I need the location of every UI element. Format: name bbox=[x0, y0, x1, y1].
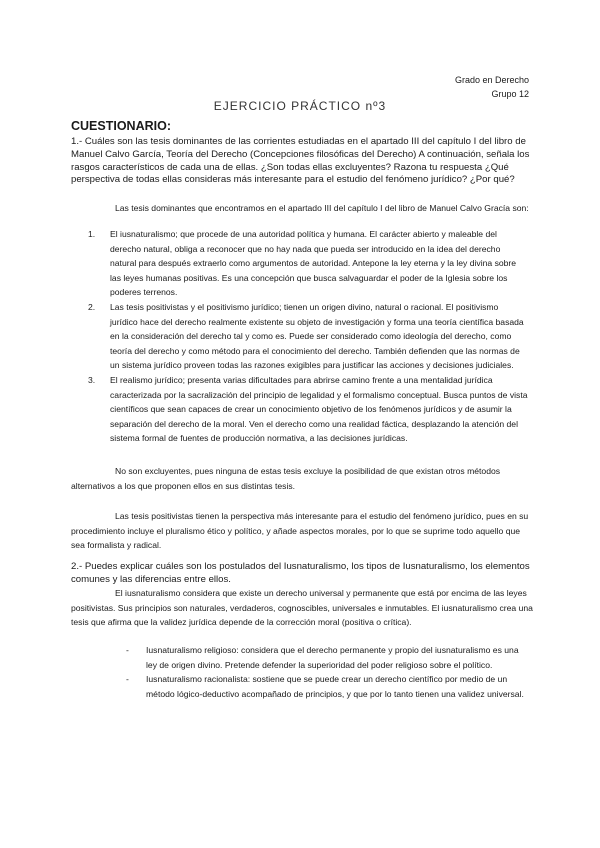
item-text: El iusnaturalismo; que procede de una autoridad política y humana. El carácter abierto y maleable del derecho natural, obliga a reconocer que no hay nada que pueda ser introducido en la idea del derecho natural para después extraerlo como argumentos de autoridad. Antepone la ley eterna y la ley divina sobre las leyes humanas positivas. Es una concepción que busca salvaguardar el poder de la Iglesia sobre los poderes terrenos. bbox=[110, 229, 517, 298]
section-heading: CUESTIONARIO: bbox=[71, 119, 171, 133]
item-text: Iusnaturalismo racionalista: sostiene que se puede crear un derecho científico por medio de un método lógico-deductivo acompañado de principios, y que por lo tanto tienen una validez universal. bbox=[146, 674, 524, 699]
list-item bbox=[126, 643, 526, 672]
header-info bbox=[455, 73, 529, 101]
q1-intro bbox=[71, 201, 533, 216]
item-number: 1. bbox=[88, 229, 96, 239]
exercise-title: EJERCICIO PRÁCTICO nº3 bbox=[213, 99, 387, 113]
tesis-list bbox=[88, 227, 528, 446]
item-number: 3. bbox=[88, 374, 96, 385]
item-text: Las tesis positivistas y el positivismo jurídico; tienen un origen divino, natural o racional. El positivismo jurídico hace del derecho realmente existente su objeto de investigación y forma una teoría científica basada en la consideración del derecho tal y como es. Puede ser considerado como ideología del derecho, como teoría del derecho y como método para el conocimiento del derecho. También defienden que las normas de un sistema jurídico proveen todas las razones exigibles para justificar las acciones y decisiones judiciales. bbox=[110, 301, 524, 371]
list-item bbox=[88, 227, 528, 300]
para-perspectiva-text: Las tesis positivistas tienen la perspectiva más interesante para el estudio del fenómeno jurídico, pues en su procedimiento incluye el pluralismo ético y político, y añade aspectos morales, por lo que se suprime todo aquello que sea formalista y radical. bbox=[71, 511, 529, 551]
iusnaturalismo-types-list bbox=[126, 643, 526, 701]
list-item bbox=[88, 300, 528, 373]
header-group: Grupo 12 bbox=[491, 89, 529, 99]
q2-para-text: El iusnaturalismo considera que existe un derecho universal y permanente que está por encima de las leyes positivistas. Sus principios son naturales, verdaderos, cognoscibles, universales e inmutables. El iusnaturalismo crea una tesis que afirma que la validez jurídica depende de la corrección moral (positiva o crítica). bbox=[71, 588, 533, 628]
item-dash: - bbox=[126, 674, 129, 685]
para-excluyentes-text: No son excluyentes, pues ninguna de estas tesis excluye la posibilidad de que existan otros métodos alternativos a los que proponen ellos en sus distintas tesis. bbox=[71, 466, 501, 491]
para-excluyentes bbox=[71, 464, 533, 493]
question-2: 2.- Puedes explicar cuáles son los postulados del Iusnaturalismo, los tipos de Iusnaturalismo, los elementos comunes y las diferencias entre ellos. bbox=[71, 561, 530, 585]
item-dash: - bbox=[126, 645, 129, 655]
header-degree: Grado en Derecho bbox=[454, 75, 529, 85]
question-1: 1.- Cuáles son las tesis dominantes de las corrientes estudiadas en el apartado III del capítulo I del libro de Manuel Calvo García, Teoría del Derecho (Concepciones filosóficas del Derecho) A continuación, señala los rasgos característicos de cada una de ellas. ¿Son todas ellas excluyentes? Razona tu respuesta ¿Qué perspectiva de todas ellas consideras más interesante para el estudio del fenómeno jurídico? ¿Por qué? bbox=[71, 136, 530, 186]
item-text: El realismo jurídico; presenta varias dificultades para abrirse camino frente a una mentalidad jurídica caracterizada por la sacralización del principio de legalidad y el formalismo conceptual. Busca puntos de vista científicos que sean capaces de crear un conocimiento objetivo de los fenómenos jurídicos y de asumir la separación del derecho de la moral. Ven el derecho como una realidad fáctica, desplazando la atención del sistema formal de fuentes de producción normativa, a las decisiones jurídicas. bbox=[110, 374, 528, 444]
item-number: 2. bbox=[88, 301, 96, 312]
list-item bbox=[88, 373, 528, 446]
q1-intro-text: Las tesis dominantes que encontramos en el apartado III del capítulo I del libro de Manuel Calvo Gracía son: bbox=[115, 203, 529, 213]
item-text: Iusnaturalismo religioso: considera que el derecho permanente y propio del iusnaturalismo es una ley de origen divino. Pretende defender la superioridad del poder religioso sobre el político. bbox=[146, 645, 519, 670]
list-item bbox=[126, 672, 526, 701]
para-perspectiva bbox=[71, 509, 533, 553]
q2-para bbox=[71, 586, 533, 630]
